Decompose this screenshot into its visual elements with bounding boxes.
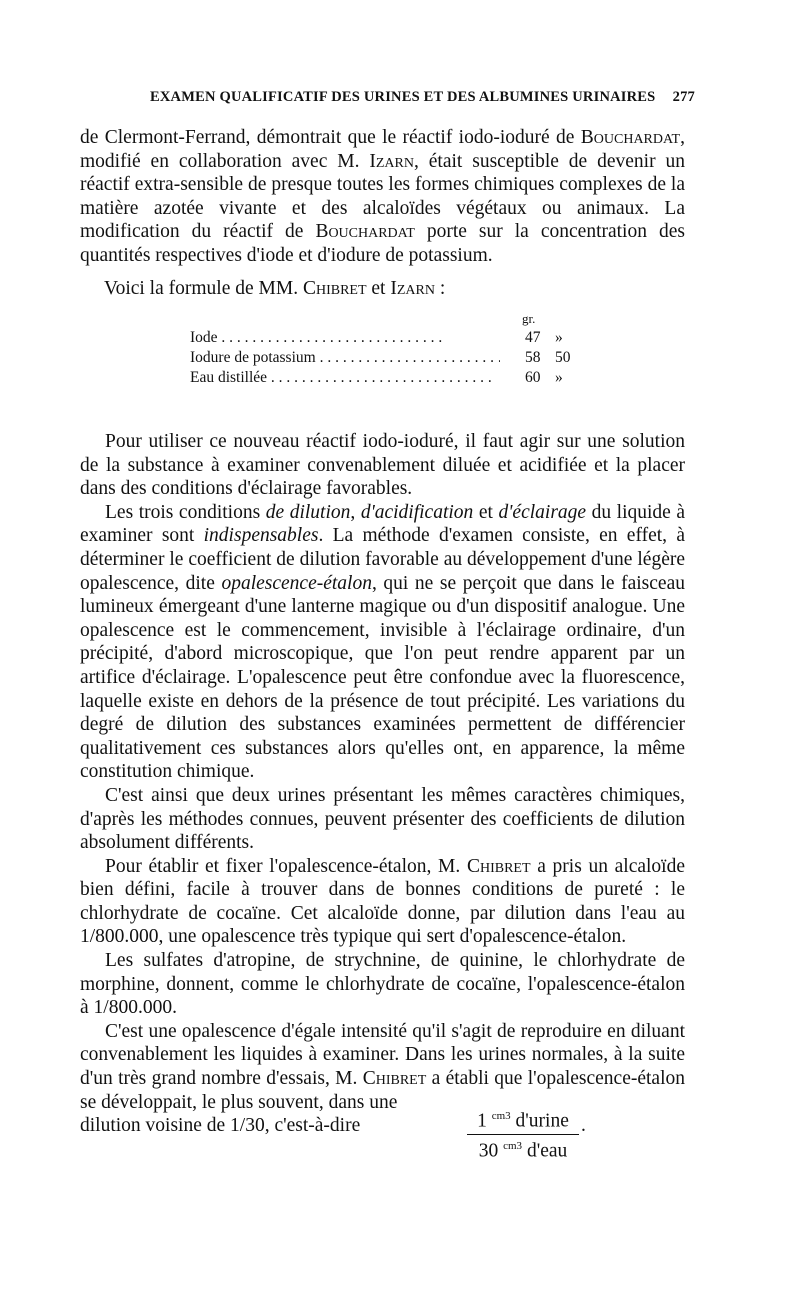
ingredient-qty: 60	[525, 369, 541, 386]
running-title: EXAMEN QUALIFICATIF DES URINES ET DES ALBUMINES URINAIRES	[150, 89, 656, 105]
p2-text-6: , qui ne se perçoit que dans le faisceau lumineux émergeant d'une lanterne magique ou d'un dispositif analogue. Une opalescence est le commencement, invisible à l'éclairage ordinaire, d'un précipité, d'abord microscopique, que l'on peut rendre apparent par un artifice d'éclairage. L'opalescence peut être confondue avec la fluorescence, laquelle existe en dehors de la présence de tout précipité. Les variations du degré de dilution des substances examinées permettent de différencier qualitativement ces substances alors qu'elles ont, en apparence, la même constitution chimique.	[80, 572, 685, 783]
author-bouchardat: Bouchardat	[580, 127, 681, 148]
formula-intro	[104, 278, 445, 300]
final-period: .	[581, 1115, 586, 1136]
p4-text-2: a pris un alcaloïde bien défini, facile à trouver dans de bonnes conditions de pureté : le chlorhydrate de cocaïne. Cet alcaloïde donne, par dilution dans l'eau au 1/800.000, une opalescence très typique qui sert d'opalescence-étalon.	[80, 855, 686, 948]
p2-text-1: Les trois conditions	[105, 501, 266, 523]
author-chibret-2: Chibret	[466, 855, 531, 877]
paragraph-conditions	[80, 501, 685, 784]
intro-paragraph	[80, 126, 685, 268]
dilution-fraction	[467, 1105, 579, 1162]
den-label: d'eau	[522, 1140, 568, 1161]
intro-text-2: , modifié en collaboration avec M.	[80, 127, 685, 172]
unit-label: gr.	[522, 311, 536, 326]
body-text	[80, 430, 685, 1114]
p4-text-1: Pour établir et fixer l'opalescence-étalon, M.	[105, 855, 467, 877]
den-unit: cm3	[503, 1139, 523, 1152]
author-izarn: Izarn	[369, 150, 414, 172]
intro-text-1: de Clermont-Ferrand, démontrait que le réactif iodo-ioduré de	[80, 127, 581, 148]
fraction-numerator	[467, 1105, 579, 1135]
author-bouchardat-2: Bouchardat	[315, 221, 415, 243]
paragraph-sulfates: Les sulfates d'atropine, de strychnine, de quinine, le chlorhydrate de morphine, donnent, comme le chlorhydrate de cocaïne, l'opalescence-étalon à 1/800.000.	[80, 950, 685, 1019]
ingredient-label: Iodure de potassium	[190, 349, 316, 366]
author-chibret: Chibret	[302, 278, 367, 299]
p6-text-2: a établi que l'opalescence-étalon se développait, le plus souvent, dans une	[80, 1068, 685, 1113]
ingredient-label: Eau distillée	[190, 369, 268, 386]
p2-text-2: ,	[350, 501, 361, 523]
dilution-line	[80, 1105, 700, 1165]
emphasis-acidification: d'acidification	[360, 501, 474, 523]
intro-text-4: porte sur la concentration des quantités respectives d'iode et d'iodure de potassium.	[80, 221, 685, 266]
ingredient-qty: 47	[525, 329, 541, 346]
page-number: 277	[672, 89, 695, 105]
num-label: d'urine	[510, 1110, 569, 1132]
p2-text-4: du liquide à examiner sont	[80, 501, 686, 547]
ingredient-decimal: »	[555, 369, 563, 386]
p2-text-3: et	[473, 501, 499, 523]
voici-text-3: :	[434, 278, 446, 299]
emphasis-indispensables: indispensables	[203, 525, 319, 547]
emphasis-dilution: de dilution	[265, 501, 351, 523]
formula-row	[190, 368, 600, 394]
ingredient-label: Iode	[190, 329, 218, 346]
ingredient-decimal: »	[555, 329, 563, 346]
paragraph-usage: Pour utiliser ce nouveau réactif iodo-ioduré, il faut agir sur une solution de la substance à examiner convenablement diluée et acidifiée et la placer dans des conditions d'éclairage favorables.	[80, 431, 685, 500]
ingredient-qty: 58	[525, 349, 541, 366]
paragraph-reproduce	[80, 1020, 685, 1114]
author-chibret-3: Chibret	[362, 1068, 427, 1090]
p6-text-1: C'est une opalescence d'égale intensité qu'il s'agit de reproduire en diluant convenablement les liquides à examiner. Dans les urines normales, à la suite d'un très grand nombre d'essais, M.	[80, 1020, 685, 1090]
author-izarn-2: Izarn	[390, 278, 435, 299]
num-unit: cm3	[491, 1110, 511, 1122]
den-value: 30	[478, 1140, 504, 1161]
voici-text-2: et	[366, 278, 391, 299]
paragraph-cocaine	[80, 855, 685, 949]
voici-text-1: Voici la formule de MM.	[104, 278, 303, 299]
emphasis-eclairage: d'éclairage	[498, 501, 587, 523]
num-value: 1	[477, 1110, 492, 1132]
p2-text-5: . La méthode d'examen consiste, en effet, à déterminer le coefficient de dilution favorable au développement d'une légère opalescence, dite	[80, 525, 685, 594]
running-header	[150, 89, 695, 106]
dilution-text: dilution voisine de 1/30, c'est-à-dire	[80, 1115, 361, 1136]
ingredient-decimal: 50	[555, 349, 571, 366]
paragraph-two-urines: C'est ainsi que deux urines présentant les mêmes caractères chimiques, d'après les méthodes connues, peuvent présenter des coefficients de dilution absolument différents.	[80, 784, 685, 854]
intro-text-3: , était susceptible de devenir un réactif extra-sensible de presque toutes les formes chimiques complexes de la matière azotée vivante et des alcaloïdes végétaux ou animaux. La modification du réactif de	[80, 150, 685, 243]
fraction-denominator	[467, 1135, 579, 1163]
emphasis-opalescence-etalon: opalescence-étalon	[221, 572, 372, 594]
